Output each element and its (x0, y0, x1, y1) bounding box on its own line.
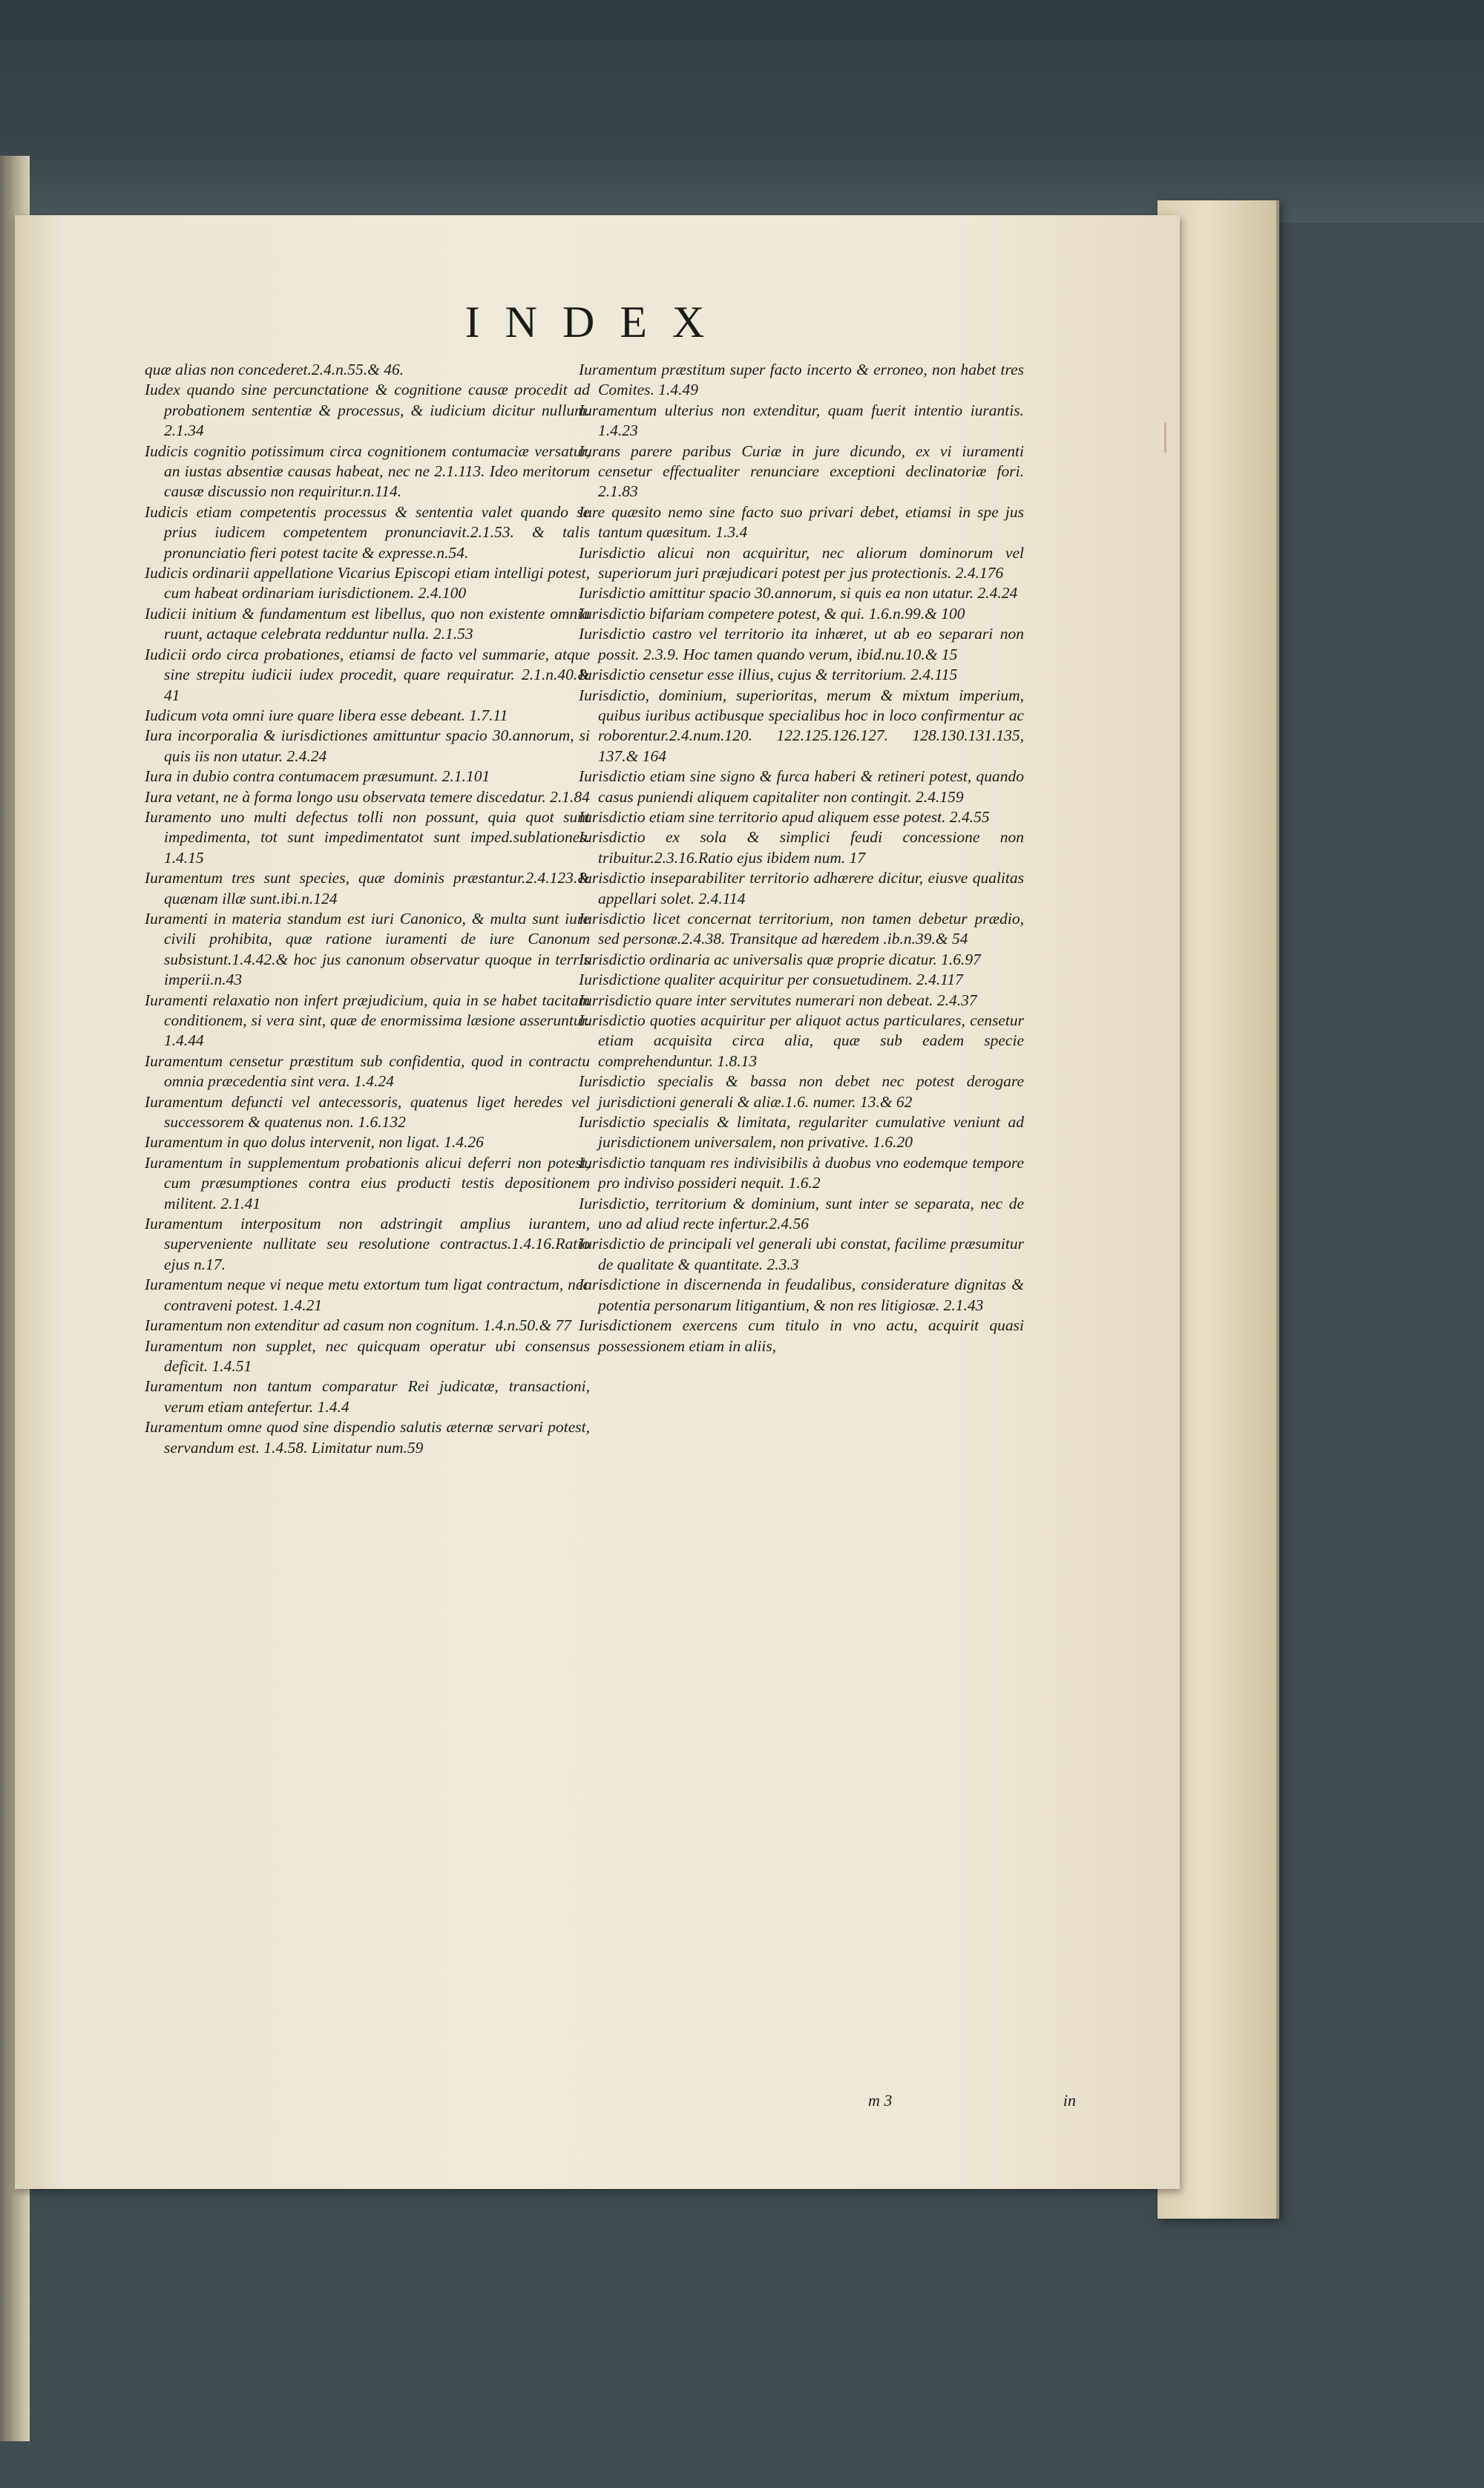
catchword: in (1063, 2091, 1076, 2110)
index-entry: Iuramentum ulterius non extenditur, quam fuerit intentio iurantis. 1.4.23 (579, 401, 1024, 440)
index-entry: Iurisdictio, territorium & dominium, sunt inter se separata, nec de uno ad aliud recte infertur.2.4.56 (579, 1194, 1024, 1233)
index-entry: Iuramento uno multi defectus tolli non possunt, quia quot sunt impedimenta, tot sunt impedimentatot sunt imped.sublationes. 1.4.15 (145, 807, 590, 867)
index-entry: Iurisdictio, dominium, superioritas, merum & mixtum imperium, quibus iuribus actibusque specialibus hoc in loco confirmentur ac roborentur.2.4.num.120. 122.125.126.127. 128.130.131.135, 137.& 164 (579, 686, 1024, 765)
index-entry: Iurisdictio specialis & limitata, regulariter cumulative veniunt ad jurisdictionem universalem, non privative. 1.6.20 (579, 1113, 1024, 1152)
page-title: INDEX (464, 298, 730, 347)
index-entry: Iura in dubio contra contumacem præsumunt. 2.1.101 (145, 767, 490, 786)
index-column-left (145, 360, 590, 1458)
index-entry: Iurisdictio tanquam res indivisibilis à duobus vno eodemque tempore pro indiviso possideri nequit. 1.6.2 (579, 1153, 1024, 1192)
index-entry: Iuramentum non supplet, nec quicquam operatur ubi consensus deficit. 1.4.51 (145, 1336, 590, 1375)
index-entry: Iurisdictio de principali vel generali ubi constat, facilime præsumitur de qualitate & quantitate. 2.3.3 (579, 1235, 1024, 1273)
index-entry: Iuramentum interpositum non adstringit amplius iurantem, superveniente nullitate seu resolutione contractus.1.4.16.Ratio ejus n.17. (145, 1215, 590, 1273)
margin-stain (1164, 423, 1166, 453)
index-entry: Iuramentum neque vi neque metu extortum tum ligat contractum, nec contraveni potest. 1.4.21 (145, 1276, 590, 1314)
index-entry: Iudex quando sine percunctatione & cognitione causæ procedit ad probationem sententiæ & processus, & iudicium dicitur nullum. 2.1.34 (145, 381, 590, 440)
index-entry: Iuramentum præstitum super facto incerto & erroneo, non habet tres Comites. 1.4.49 (579, 361, 1024, 399)
index-entry: Iurisdictio etiam sine signo & furca haberi & retineri potest, quando casus puniendi aliquem capitaliter non contingit. 2.4.159 (579, 767, 1024, 806)
index-entry: Iura incorporalia & iurisdictiones amittuntur spacio 30.annorum, si quis iis non utatur. 2.4.24 (145, 726, 590, 765)
index-entry: Iurans parere paribus Curiæ in jure dicundo, ex vi iuramenti censetur effectualiter renunciare exceptioni declinatoriæ fori. 2.1.83 (579, 442, 1024, 501)
book-page (15, 215, 1180, 2189)
index-entry: Iuramentum omne quod sine dispendio salutis æternæ servari potest, servandum est. 1.4.58. Limitatur num.59 (145, 1418, 590, 1457)
index-entry: Iure quæsito nemo sine facto suo privari debet, etiamsi in spe jus tantum quæsitum. 1.3.4 (579, 502, 1024, 542)
backdrop (0, 0, 1484, 223)
index-entry: Iuramentum censetur præstitum sub confidentia, quod in contractu omnia præcedentia sint vera. 1.4.24 (145, 1051, 590, 1091)
signature-mark: m 3 (868, 2091, 893, 2110)
index-entry: Iurisdictio ordinaria ac universalis quæ proprie dicatur. 1.6.97 (579, 950, 981, 968)
index-entry: Iurisdictio specialis & bassa non debet nec potest derogare jurisdictioni generali & aliæ.1.6. numer. 13.& 62 (579, 1072, 1024, 1111)
index-entry: Iurisdictio bifariam competere potest, & qui. 1.6.n.99.& 100 (579, 604, 965, 623)
index-column-right (579, 360, 1024, 1356)
index-entry: Iurisdictio alicui non acquiritur, nec aliorum dominorum vel superiorum juri præjudicari potest per jus protectionis. 2.4.176 (579, 543, 1024, 582)
index-entry: Iurisdictio etiam sine territorio apud aliquem esse potest. 2.4.55 (579, 807, 990, 826)
index-entry: Iuramentum non extenditur ad casum non cognitum. 1.4.n.50.& 77 (145, 1316, 572, 1335)
index-entry: Iurisdictione qualiter acquiritur per consuetudinem. 2.4.117 (579, 971, 963, 989)
index-entry: Iurrisdictio quare inter servitutes numerari non debeat. 2.4.37 (579, 991, 977, 1009)
index-entry: Iura vetant, ne à forma longo usu observata temere discedatur. 2.1.84 (145, 787, 590, 806)
index-entry: Iurisdictio licet concernat territorium, non tamen debetur prædio, sed personæ.2.4.38. Transitque ad hæredem .ib.n.39.& 54 (579, 909, 1024, 948)
index-entry: quæ alias non concederet.2.4.n.55.& 46. (145, 361, 404, 378)
index-entry: Iuramentum non tantum comparatur Rei judicatæ, transactioni, verum etiam antefertur. 1.4.4 (145, 1377, 590, 1416)
index-entry: Iurisdictio inseparabiliter territorio adhærere dicitur, eiusve qualitas appellari solet. 2.4.114 (579, 869, 1024, 907)
index-entry: Iuramentum in supplementum probationis alicui deferri non potest, cum præsumptiones contra eius producti testis depositionem militent. 2.1.41 (145, 1153, 590, 1212)
index-entry: Iurisdictionem exercens cum titulo in vno actu, acquirit quasi possessionem etiam in aliis, (579, 1316, 1024, 1355)
index-entry: Iudicis etiam competentis processus & sententia valet quando se prius iudicem competentem pronunciavit.2.1.53. & talis pronunciatio fieri potest tacite & expresse.n.54. (145, 502, 590, 562)
index-entry: Iuramentum defuncti vel antecessoris, quatenus liget heredes vel successorem & quatenus non. 1.6.132 (145, 1092, 590, 1132)
index-entry: Iurisdictio censetur esse illius, cujus & territorium. 2.4.115 (579, 666, 958, 684)
index-entry: Iudicis ordinarii appellatione Vicarius Episcopi etiam intelligi potest, cum habeat ordinariam iurisdictionem. 2.4.100 (145, 564, 590, 603)
index-entry: Iudicii initium & fundamentum est libellus, quo non existente omnia ruunt, actaque celebrata redduntur nulla. 2.1.53 (145, 604, 590, 643)
index-entry: Iurisdictio ex sola & simplici feudi concessione non tribuitur.2.3.16.Ratio ejus ibidem num. 17 (579, 828, 1024, 867)
index-entry: Iudicii ordo circa probationes, etiamsi de facto vel summarie, atque sine strepitu iudicii iudex procedit, quare requiratur. 2.1.n.40.& 41 (145, 645, 590, 704)
index-entry: Iurisdictio amittitur spacio 30.annorum, si quis ea non utatur. 2.4.24 (579, 584, 1018, 603)
index-entry: Iurisdictio quoties acquiritur per aliquot actus particulares, censetur etiam acquisita circa alia, quæ sub eadem specie comprehenduntur. 1.8.13 (579, 1011, 1024, 1070)
index-entry: Iuramentum tres sunt species, quæ dominis præstantur.2.4.123.& quænam illæ sunt.ibi.n.124 (145, 869, 590, 907)
page-footer (868, 2091, 1076, 2110)
index-entry: Iurisdictio castro vel territorio ita inhæret, ut ab eo separari non possit. 2.3.9. Hoc tamen quando verum, ibid.nu.10.& 15 (579, 625, 1024, 663)
index-entry: Iuramenti in materia standum est iuri Canonico, & multa sunt iure civili prohibita, quæ ratione iuramenti de iure Canonum subsistunt.1.4.42.& hoc jus canonum observatur quoque in terris imperii.n.43 (145, 909, 590, 989)
index-entry: Iudicum vota omni iure quare libera esse debeant. 1.7.11 (145, 706, 508, 724)
index-entry: Iuramentum in quo dolus intervenit, non ligat. 1.4.26 (145, 1133, 484, 1152)
index-entry: Iudicis cognitio potissimum circa cognitionem contumaciæ versatur, an iustas absentiæ causas habeat, nec ne 2.1.113. Ideo meritorum causæ discussio non requiritur.n.114. (145, 442, 590, 501)
index-entry: Iurisdictione in discernenda in feudalibus, considerature dignitas & potentia personarum litigantium, & non res litigiosæ. 2.1.43 (579, 1276, 1024, 1314)
index-entry: Iuramenti relaxatio non infert præjudicium, quia in se habet tacitam conditionem, si vera sint, quæ de enormissima læsione asseruntur. 1.4.44 (145, 991, 590, 1050)
